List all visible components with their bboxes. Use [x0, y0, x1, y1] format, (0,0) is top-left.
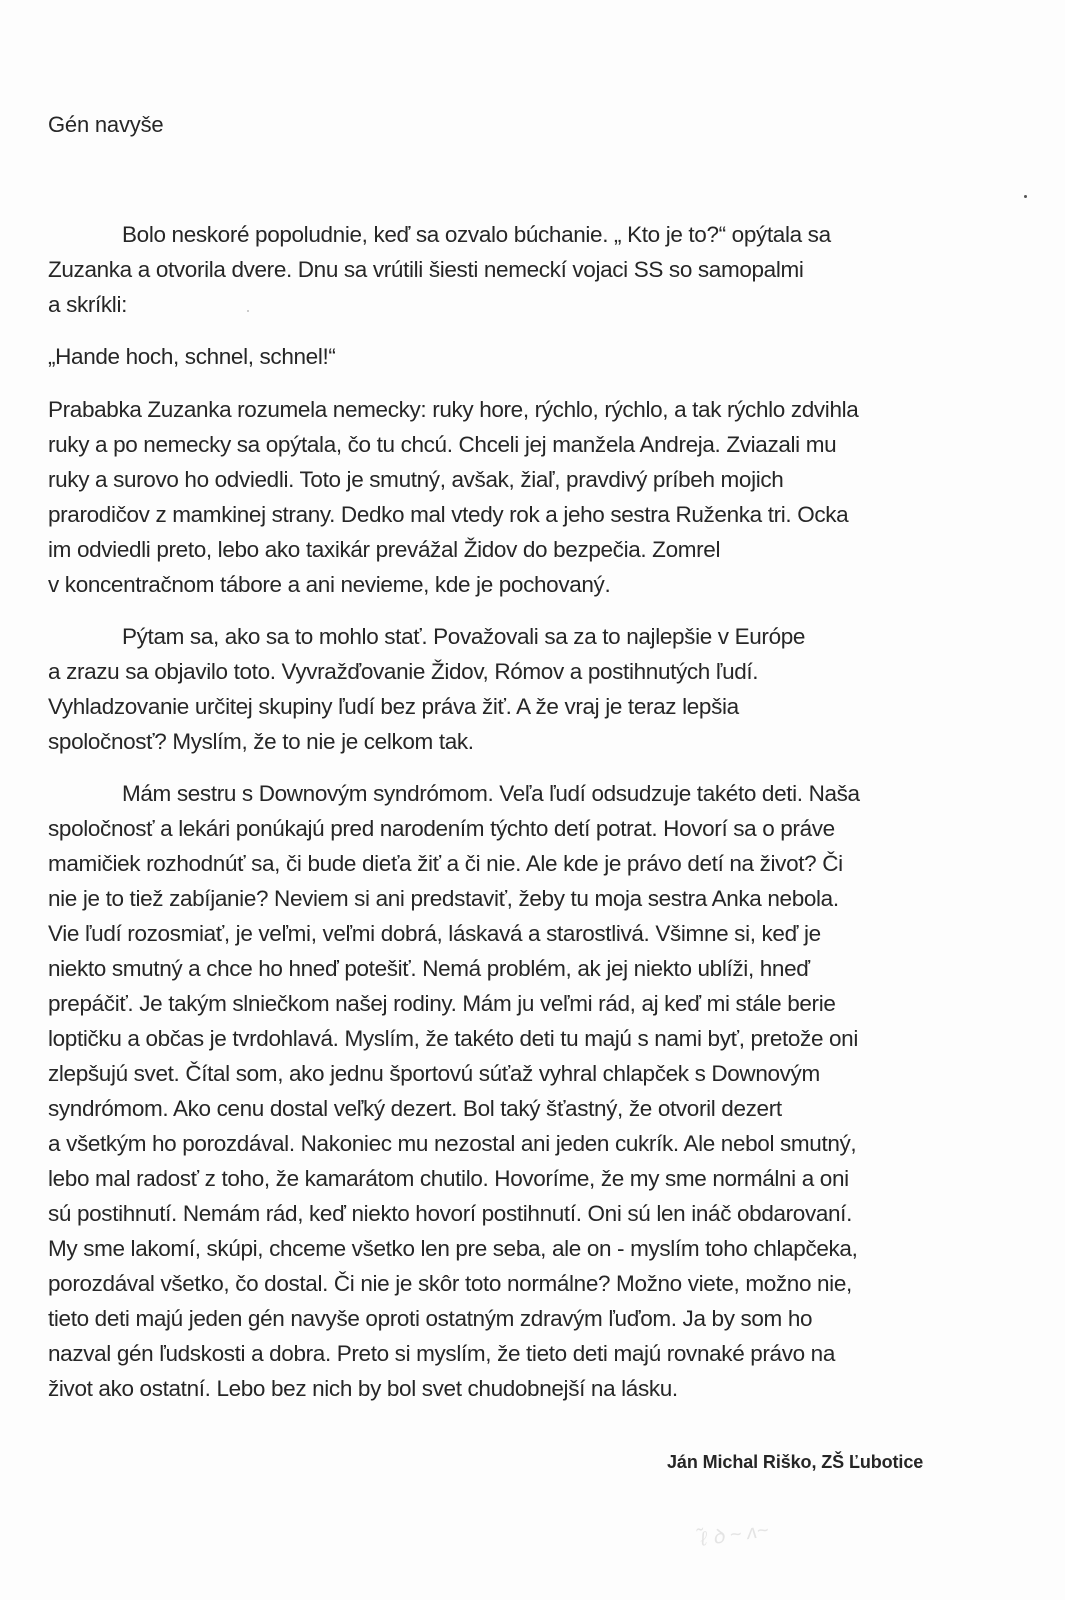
paragraph-3-line-6: v koncentračnom tábore a ani nevieme, kde je pochovaný.: [48, 572, 611, 597]
paragraph-3-line-4: prarodičov z mamkinej strany. Dedko mal vtedy rok a jeho sestra Ruženka tri. Ocka: [48, 502, 849, 527]
paragraph-3-line-5: im odviedli preto, lebo ako taxikár prevážal Židov do bezpečia. Zomrel: [48, 537, 721, 562]
paragraph-4-line-2: a zrazu sa objavilo toto. Vyvražďovanie Židov, Rómov a postihnutých ľudí.: [48, 659, 759, 684]
paragraph-5-line-14: My sme lakomí, skúpi, chceme všetko len pre seba, ale on - myslím toho chlapčeka,: [48, 1236, 858, 1261]
paragraph-1-line-3: a skríkli:: [48, 292, 128, 317]
paragraph-5-line-10: syndrómom. Ako cenu dostal veľký dezert. Bol taký šťastný, že otvoril dezert: [48, 1096, 782, 1121]
paragraph-1-line-2: Zuzanka a otvorila dvere. Dnu sa vrútili šiesti nemeckí vojaci SS so samopalmi: [48, 257, 804, 282]
faint-handwriting-mark: ℓ̃ ꝺ ~ ᴧ~: [699, 1519, 770, 1551]
paragraph-5-line-15: porozdával všetko, čo dostal. Či nie je skôr toto normálne? Možno viete, možno nie,: [48, 1271, 852, 1296]
paragraph-5-line-3: mamičiek rozhodnúť sa, či bude dieťa žiť a či nie. Ale kde je právo detí na život? Či: [48, 851, 843, 876]
paragraph-4-line-4: spoločnosť? Myslím, že to nie je celkom tak.: [48, 729, 474, 754]
paragraph-5-line-12: lebo mal radosť z toho, že kamarátom chutilo. Hovoríme, že my sme normálni a oni: [48, 1166, 849, 1191]
paragraph-4-line-3: Vyhladzovanie určitej skupiny ľudí bez práva žiť. A že vraj je teraz lepšia: [48, 694, 739, 719]
paragraph-3-line-1: Prababka Zuzanka rozumela nemecky: ruky hore, rýchlo, rýchlo, a tak rýchlo zdvihla: [48, 397, 859, 422]
scan-speck: [1024, 195, 1027, 198]
document-title: Gén navyše: [48, 112, 164, 137]
paragraph-5-line-2: spoločnosť a lekári ponúkajú pred narodením týchto detí potrat. Hovorí sa o práve: [48, 816, 835, 841]
paragraph-5-line-7: prepáčiť. Je takým slniečkom našej rodiny. Mám ju veľmi rád, aj keď mi stále berie: [48, 991, 836, 1016]
paragraph-5-line-4: nie je to tiež zabíjanie? Neviem si ani predstaviť, žeby tu moja sestra Anka nebola.: [48, 886, 839, 911]
paragraph-5-line-5: Vie ľudí rozosmiať, je veľmi, veľmi dobrá, láskavá a starostlivá. Všimne si, keď je: [48, 921, 821, 946]
paragraph-5-line-13: sú postihnutí. Nemám rád, keď niekto hovorí postihnutí. Oni sú len ináč obdarovaní.: [48, 1201, 852, 1226]
paragraph-5-line-18: život ako ostatní. Lebo bez nich by bol svet chudobnejší na lásku.: [48, 1376, 678, 1401]
paragraph-4-line-1: Pýtam sa, ako sa to mohlo stať. Považovali sa za to najlepšie v Európe: [122, 624, 806, 649]
paragraph-5-line-9: zlepšujú svet. Čítal som, ako jednu športovú súťaž vyhral chlapček s Downovým: [48, 1061, 820, 1086]
scan-speck: [247, 310, 249, 312]
paragraph-3-line-2: ruky a po nemecky sa opýtala, čo tu chcú. Chceli jej manžela Andreja. Zviazali mu: [48, 432, 837, 457]
paragraph-5-line-11: a všetkým ho porozdával. Nakoniec mu nezostal ani jeden cukrík. Ale nebol smutný,: [48, 1131, 857, 1156]
paragraph-5-line-1: Mám sestru s Downovým syndrómom. Veľa ľudí odsudzuje takéto deti. Naša: [122, 781, 860, 806]
paragraph-3-line-3: ruky a surovo ho odviedli. Toto je smutný, avšak, žiaľ, pravdivý príbeh mojich: [48, 467, 784, 492]
paragraph-5-line-8: loptičku a občas je tvrdohlavá. Myslím, že takéto deti tu majú s nami byť, pretože oni: [48, 1026, 858, 1051]
author-signature: Ján Michal Riško, ZŠ Ľubotice: [667, 1452, 924, 1472]
quote-line: „Hande hoch, schnel, schnel!“: [48, 344, 336, 369]
paragraph-5-line-17: nazval gén ľudskosti a dobra. Preto si myslím, že tieto deti majú rovnaké právo na: [48, 1341, 836, 1366]
paragraph-1-line-1: Bolo neskoré popoludnie, keď sa ozvalo búchanie. „ Kto je to?“ opýtala sa: [122, 222, 831, 247]
paragraph-5-line-6: niekto smutný a chce ho hneď potešiť. Nemá problém, ak jej niekto ublíži, hneď: [48, 956, 810, 981]
paragraph-5-line-16: tieto deti majú jeden gén navyše oproti ostatným zdravým ľuďom. Ja by som ho: [48, 1306, 813, 1331]
